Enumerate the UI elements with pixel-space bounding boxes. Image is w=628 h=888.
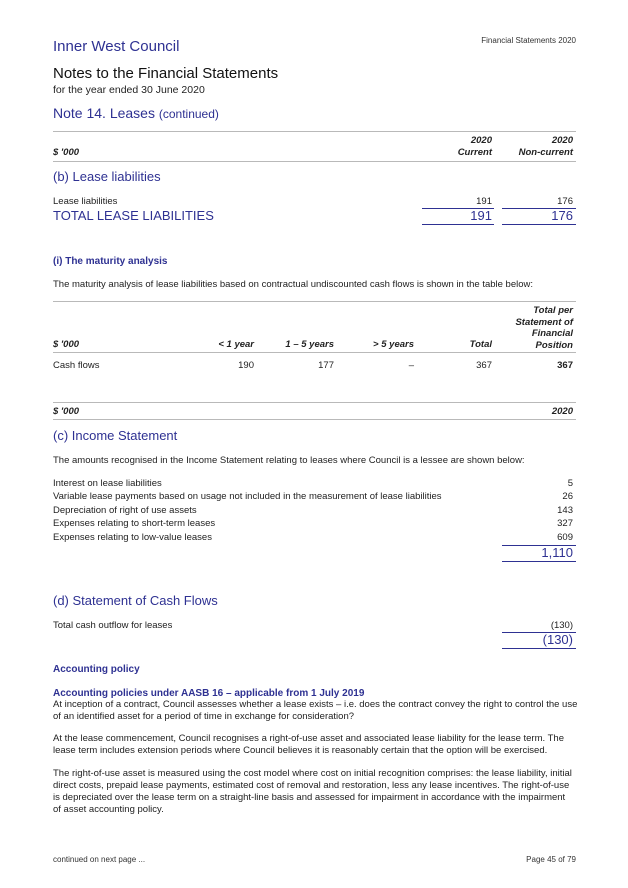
income-row-label: Expenses relating to low-value leases (53, 531, 212, 543)
footer-continued: continued on next page ... (53, 855, 146, 864)
cash-outflow-value: (130) (550, 620, 573, 631)
cash-flows-sofp: 367 (557, 360, 573, 371)
policy-subheading: Accounting policies under AASB 16 – applicable from 1 July 2019 (53, 688, 365, 699)
policy-paragraph-3 (53, 768, 578, 816)
total-lease-liabilities-label: TOTAL LEASE LIABILITIES (53, 208, 214, 223)
income-row-value: 143 (557, 504, 573, 516)
unit-label: $ '000 (53, 147, 80, 158)
divider (53, 301, 576, 302)
col-current-label: Current (457, 147, 492, 158)
income-row-label: Interest on lease liabilities (53, 478, 162, 489)
section-income-statement: (c) Income Statement (53, 428, 178, 443)
income-row-value: 26 (562, 491, 573, 503)
page-number: Page 45 of 79 (526, 855, 576, 864)
text-line: of an identified asset for a period of time in exchange for consideration? (53, 711, 355, 722)
cash-flows-label: Cash flows (53, 360, 100, 371)
text-line: of asset accounting policy. (53, 804, 164, 815)
page-subtitle: for the year ended 30 June 2020 (53, 84, 205, 96)
cash-flows-total: 367 (476, 360, 492, 371)
total-line (502, 561, 576, 562)
total-current: 191 (470, 208, 492, 223)
maturity-intro: The maturity analysis of lease liabilities based on contractual undiscounted cash flows is shown in the table below: (53, 279, 534, 290)
document-title: Financial Statements 2020 (481, 36, 576, 45)
text-line: direct costs, prepaid lease payments, estimated cost of removal and restoration, less any lease incentives. The right-of-use (53, 780, 570, 791)
total-line (422, 224, 494, 225)
income-row-value: 5 (567, 478, 573, 489)
total-noncurrent: 176 (551, 208, 573, 223)
col-lt-1-year: < 1 year (218, 339, 254, 350)
col-1-5-years: 1 – 5 years (285, 339, 334, 350)
divider (53, 161, 576, 162)
text-line: lease term includes extension periods where Council believes it is reasonably certain that the option will be exercised. (53, 745, 548, 756)
cash-flows-lt-1-year: 190 (238, 360, 254, 371)
text-line: The right-of-use asset is measured using the cost model where cost on initial recognition comprises: the lease liability, initial (53, 768, 572, 779)
cash-flows-gt-5-years: – (408, 360, 414, 371)
income-row-label: Expenses relating to short-term leases (53, 518, 216, 530)
income-row-label: Variable lease payments based on usage not included in the measurement of lease liabilities (53, 491, 442, 503)
col-total-per-sofp (515, 305, 573, 351)
note-continued: (continued) (158, 107, 219, 121)
text-line: At inception of a contract, Council assesses whether a lease exists – i.e. does the contract convey the right to control the use (53, 699, 578, 710)
text-line: At the lease commencement, Council recognises a right-of-use asset and associated lease liability for the lease term. The (53, 733, 564, 744)
income-year: 2020 (551, 406, 573, 417)
lease-liabilities-noncurrent: 176 (557, 196, 573, 207)
col-total: Total (469, 339, 492, 350)
maturity-unit: $ '000 (53, 339, 80, 350)
income-row-label: Depreciation of right of use assets (53, 504, 197, 516)
income-unit: $ '000 (53, 406, 80, 417)
section-cash-flows: (d) Statement of Cash Flows (53, 593, 218, 608)
organisation-name: Inner West Council (53, 38, 180, 55)
header-line: Statement of (515, 316, 573, 328)
income-row-value: 327 (557, 518, 573, 530)
header-line: Financial (531, 328, 573, 339)
total-line (502, 648, 576, 649)
note-title (53, 105, 219, 121)
policy-heading: Accounting policy (53, 664, 140, 675)
divider (53, 131, 576, 132)
cash-flows-1-5-years: 177 (318, 360, 334, 371)
header-line: Position (535, 339, 573, 351)
section-lease-liabilities: (b) Lease liabilities (53, 169, 161, 184)
col-noncurrent-label: Non-current (518, 147, 573, 158)
maturity-heading: (i) The maturity analysis (53, 256, 168, 267)
divider (53, 402, 576, 403)
cash-outflow-total: (130) (542, 632, 573, 647)
policy-paragraph-1 (53, 699, 578, 723)
col-noncurrent-year: 2020 (551, 135, 573, 146)
income-intro: The amounts recognised in the Income Statement relating to leases where Council is a lessee are shown below: (53, 455, 525, 466)
note-title-text: Note 14. Leases (53, 105, 155, 121)
page-title: Notes to the Financial Statements (53, 65, 279, 82)
col-gt-5-years: > 5 years (373, 339, 414, 350)
header-line: Total per (533, 305, 573, 316)
lease-liabilities-current: 191 (476, 196, 492, 207)
divider (53, 419, 576, 420)
lease-liabilities-label: Lease liabilities (53, 196, 118, 207)
cash-outflow-label: Total cash outflow for leases (53, 620, 173, 631)
divider (53, 352, 576, 353)
total-line (502, 224, 576, 225)
policy-paragraph-2 (53, 733, 578, 757)
col-current-year: 2020 (470, 135, 492, 146)
income-total: 1,110 (541, 545, 573, 560)
text-line: is depreciated over the lease term on a straight-line basis and assessed for impairment in accordance with the impairment (53, 792, 566, 803)
income-row-value: 609 (557, 531, 573, 543)
